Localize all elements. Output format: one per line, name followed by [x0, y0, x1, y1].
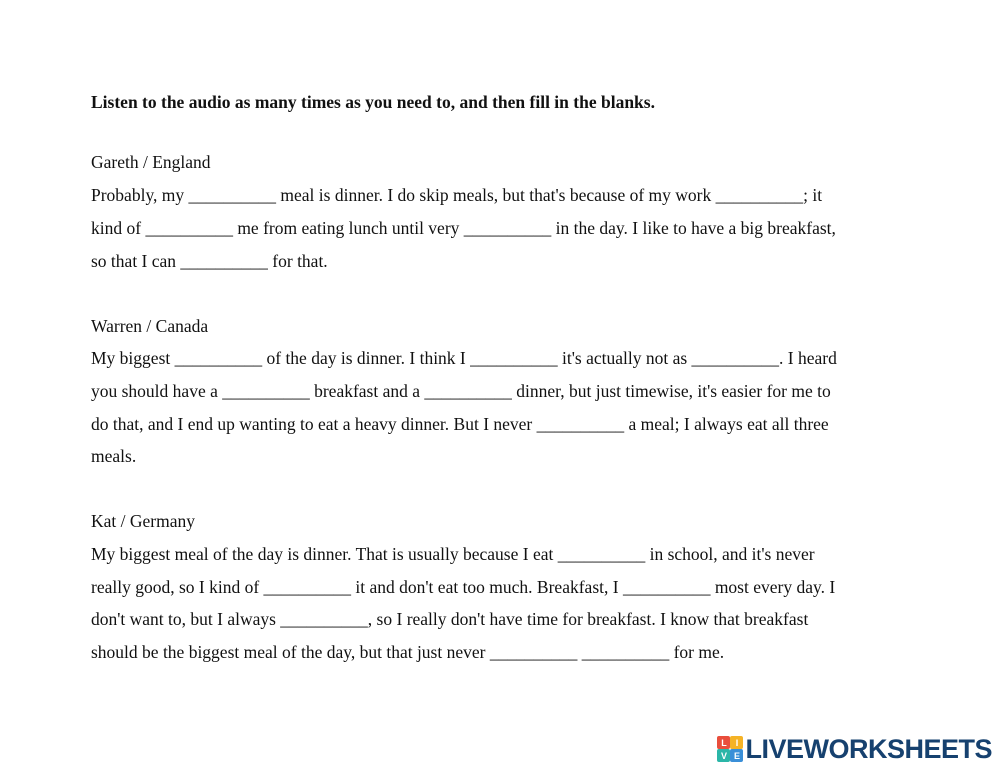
- warren-line-1: My biggest __________ of the day is dinner. I think I __________ it's actually not as __________. I heard: [91, 348, 837, 368]
- gareth-line-2: kind of __________ me from eating lunch until very __________ in the day. I like to have a big breakfast,: [91, 218, 836, 238]
- kat-line-1: My biggest meal of the day is dinner. That is usually because I eat __________ in school, and it's never: [91, 544, 815, 564]
- instructions: Listen to the audio as many times as you need to, and then fill in the blanks.: [91, 92, 655, 112]
- kat-line-3: don't want to, but I always __________, so I really don't have time for breakfast. I know that breakfast: [91, 609, 809, 629]
- gareth-line-1: Probably, my __________ meal is dinner. I do skip meals, but that's because of my work __________; it: [91, 185, 823, 205]
- kat-line-2: really good, so I kind of __________ it and don't eat too much. Breakfast, I __________ most every day. I: [91, 577, 836, 597]
- speaker-warren: Warren / Canada: [91, 316, 209, 336]
- warren-line-4: meals.: [91, 446, 137, 466]
- logo-mark-v: V: [717, 749, 730, 762]
- logo-mark-l: L: [717, 736, 730, 749]
- speaker-kat: Kat / Germany: [91, 511, 195, 531]
- kat-line-4: should be the biggest meal of the day, but that just never __________ __________ for me.: [91, 642, 725, 662]
- warren-line-2: you should have a __________ breakfast and a __________ dinner, but just timewise, it's easier for me to: [91, 381, 831, 401]
- liveworksheets-logo[interactable]: [717, 734, 992, 764]
- logo-text: LIVEWORKSHEETS: [745, 733, 992, 764]
- speaker-gareth: Gareth / England: [91, 152, 211, 172]
- warren-line-3: do that, and I end up wanting to eat a heavy dinner. But I never __________ a meal; I always eat all three: [91, 414, 829, 434]
- logo-mark-icon: [717, 736, 743, 762]
- gareth-line-3: so that I can __________ for that.: [91, 251, 328, 271]
- logo-mark-i: I: [730, 736, 743, 749]
- logo-mark-e: E: [730, 749, 743, 762]
